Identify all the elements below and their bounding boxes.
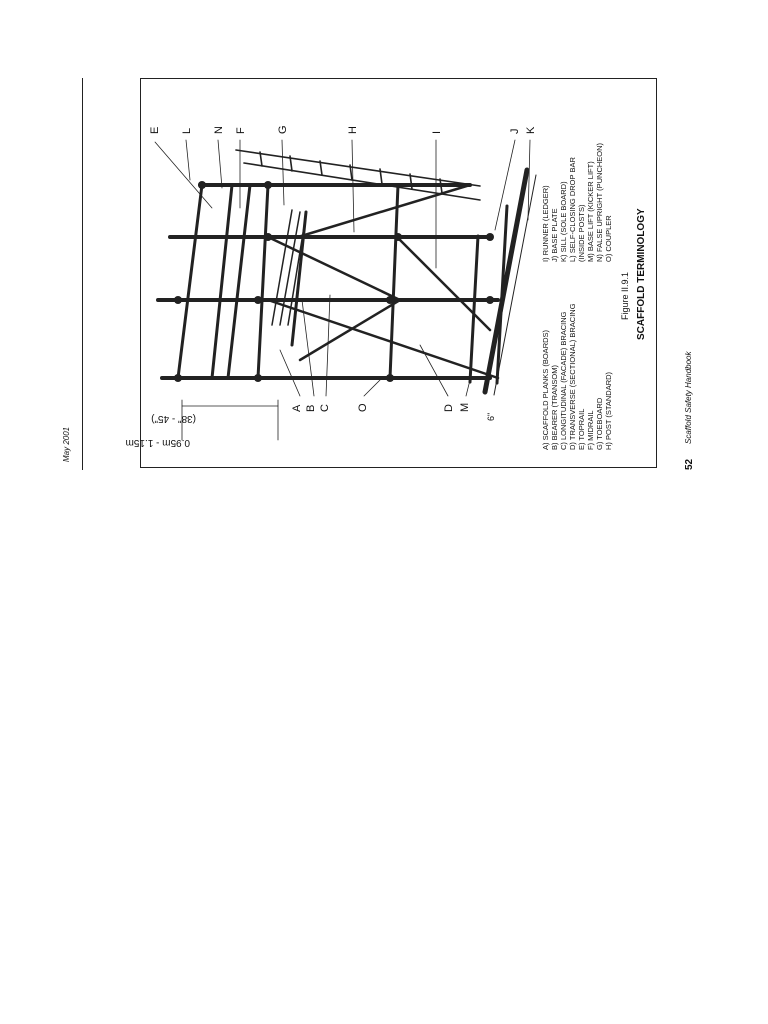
legend-item-i: I) RUNNER (LEDGER) [541, 185, 550, 262]
legend-item-a: A) SCAFFOLD PLANKS (BOARDS) [541, 329, 550, 450]
callout-c: C [319, 404, 331, 412]
callout-n: N [213, 126, 225, 134]
callout-a: A [291, 404, 303, 412]
legend-left [541, 303, 613, 450]
figure-caption: Figure II.9.1 [620, 271, 630, 320]
posts-rear [212, 185, 250, 378]
page-number: 52 [684, 458, 695, 470]
callout-e: E [149, 126, 161, 134]
callout-j: J [509, 128, 521, 134]
legend-item-c: C) LONGITUDINAL (FACADE) BRACING [559, 311, 568, 450]
legend-item-l-cont: (INSIDE POSTS) [577, 204, 586, 262]
runner-ground [470, 236, 478, 382]
footer-title: Scaffold Safety Handbook [684, 351, 693, 444]
legend-item-e: E) TOPRAIL [577, 408, 586, 450]
transverse-bracing [268, 185, 498, 378]
dimension-small-label: 6" [486, 412, 496, 421]
legend-item-g: G) TOEBOARD [595, 397, 604, 450]
callout-i: I [431, 130, 443, 134]
callout-d: D [443, 404, 455, 412]
dimension-label: 0.95m - 1.15m [125, 437, 190, 448]
callout-k: K [525, 126, 537, 134]
legend-right [541, 142, 613, 262]
legend-item-k: K) SILL (SOLE BOARD) [559, 181, 568, 262]
callout-f: F [235, 127, 247, 134]
legend-item-h: H) POST (STANDARD) [604, 371, 613, 450]
dimension-imperial-label: (38" - 45") [151, 413, 196, 424]
legend-item-b: B) BEARER (TRANSOM) [550, 364, 559, 450]
legend-item-f: F) MIDRAIL [586, 410, 595, 450]
callout-o: O [357, 403, 369, 412]
legend-item-n: N) FALSE UPRIGHT (PUNCHEON) [595, 142, 604, 262]
callout-m: M [459, 402, 471, 412]
legend-item-o: O) COUPLER [604, 215, 613, 262]
legend-item-l: L) SELF-CLOSING DROP BAR [568, 157, 577, 262]
legend-item-m: M) BASE LIFT (KICKER LIFT) [586, 161, 595, 262]
header-date: May 2001 [62, 426, 71, 462]
callout-h: H [347, 126, 359, 134]
callout-g: G [277, 125, 289, 134]
legend-item-d: D) TRANSVERSE (SECTIONAL) BRACING [568, 303, 577, 450]
legend-item-j: J) BASE PLATE [550, 208, 559, 262]
callout-b: B [305, 404, 317, 412]
figure-title: SCAFFOLD TERMINOLOGY [636, 208, 647, 340]
callout-l: L [181, 127, 193, 134]
